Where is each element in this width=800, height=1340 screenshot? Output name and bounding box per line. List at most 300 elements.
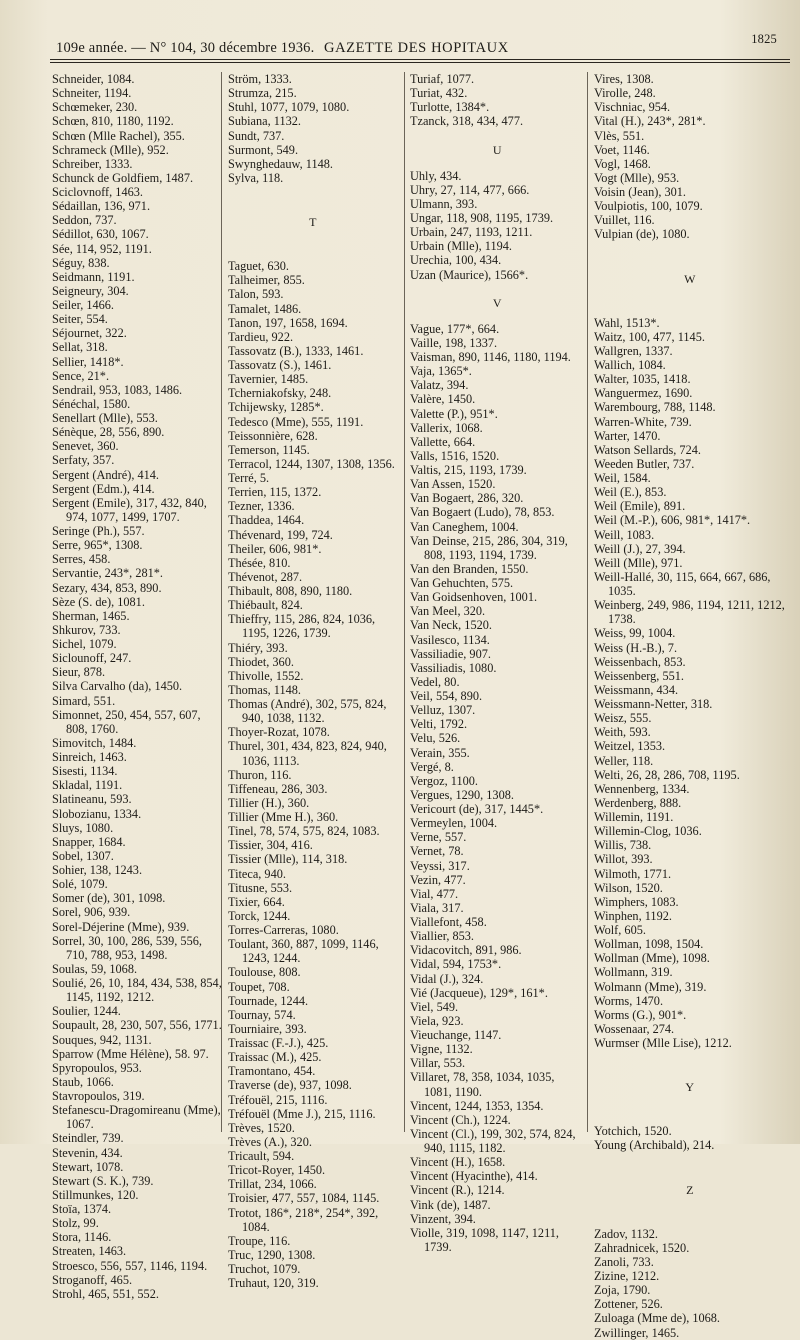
index-entry: Shkurov, 733. <box>52 622 121 637</box>
index-entry: Traissac (F.-J.), 425. <box>228 1036 329 1050</box>
index-entry: Sohier, 138, 1243. <box>52 863 143 877</box>
index-entry: Serres, 458. <box>52 552 111 567</box>
index-entry: Vidal, 594, 1753*. <box>410 957 502 972</box>
index-entry: Traverse (de), 937, 1098. <box>228 1078 352 1093</box>
index-entry: Talheimer, 855. <box>228 273 305 288</box>
index-entry: Tassovatz (S.), 1461. <box>228 358 332 372</box>
issue-info: 109e année. — N° 104, 30 décembre 1936. <box>56 40 315 56</box>
index-entry: Van Assen, 1520. <box>410 477 496 492</box>
index-entry: Trèves (A.), 320. <box>228 1134 312 1149</box>
index-entry: Surmont, 549. <box>228 142 299 157</box>
index-entry: Sergent (Emile), 317, 432, 840, 974, 1077, 1499, 1707. <box>52 495 207 524</box>
index-entry: Wahl, 1513*. <box>594 315 660 330</box>
index-entry: Vincent (Cl.), 199, 302, 574, 824, 940, 1115, 1182. <box>410 1126 576 1155</box>
index-entry: Theiler, 606, 981*. <box>228 541 322 556</box>
index-entry: Tournay, 574. <box>228 1007 296 1022</box>
index-entry: Verain, 355. <box>410 745 470 760</box>
index-entry: Vires, 1308. <box>594 72 654 86</box>
index-entry: Subiana, 1132. <box>228 114 301 129</box>
section-letter-y: Y <box>685 1080 695 1095</box>
index-entry: Seidmann, 1191. <box>52 269 135 284</box>
index-entry: Weith, 593. <box>594 725 651 740</box>
index-entry: Serfaty, 357. <box>52 453 115 468</box>
index-entry: Solé, 1079. <box>52 877 108 892</box>
index-entry: Zahradnicek, 1520. <box>594 1240 690 1255</box>
index-entry: Winphen, 1192. <box>594 908 672 923</box>
index-entry: Weissmann, 434. <box>594 682 679 697</box>
index-entry: Stroesco, 556, 557, 1146, 1194. <box>52 1258 208 1273</box>
index-column-1 <box>52 72 222 1301</box>
index-entry: Wossenaar, 274. <box>594 1021 675 1036</box>
index-entry: Schœmeker, 230. <box>52 100 138 115</box>
index-entry: Thésée, 810. <box>228 555 291 570</box>
index-entry: Tournade, 1244. <box>228 993 309 1008</box>
index-entry: Vallerix, 1068. <box>410 420 483 435</box>
index-entry: Virolle, 248. <box>594 86 656 101</box>
index-entry: Stevenin, 434. <box>52 1145 123 1160</box>
index-entry: Vigne, 1132. <box>410 1042 473 1057</box>
index-entry: Willis, 738. <box>594 838 652 853</box>
index-entry: Schneider, 1084. <box>52 72 135 86</box>
index-entry: Stolz, 99. <box>52 1216 99 1231</box>
index-entry: Vedel, 80. <box>410 674 460 689</box>
index-entry: Verne, 557. <box>410 830 467 845</box>
index-entry: Simonnet, 250, 454, 557, 607, 808, 1760. <box>52 707 201 736</box>
index-entry: Voet, 1146. <box>594 142 650 157</box>
index-entry: Weil (E.), 853. <box>594 485 667 500</box>
index-entry: Séguy, 838. <box>52 255 110 270</box>
index-entry: Wollman, 1098, 1504. <box>594 937 704 952</box>
index-entry: Werdenberg, 888. <box>594 795 682 810</box>
index-entry: Vincent, 1244, 1353, 1354. <box>410 1098 544 1113</box>
index-entry: Zuloaga (Mme de), 1068. <box>594 1311 721 1326</box>
index-entry: Vidacovitch, 891, 986. <box>410 943 522 958</box>
index-entry: Terrien, 115, 1372. <box>228 485 322 500</box>
index-entry: Thurel, 301, 434, 823, 824, 940, 1036, 1113. <box>228 739 387 768</box>
section-letter-w: W <box>684 271 696 286</box>
index-entry: Tissier (Mlle), 114, 318. <box>228 852 348 867</box>
index-entry: Weissenberg, 551. <box>594 668 684 683</box>
index-entry: Walter, 1035, 1418. <box>594 372 691 387</box>
index-entry: Weissmann-Netter, 318. <box>594 697 713 711</box>
index-entry: Soulié, 26, 10, 184, 434, 538, 854, 1145, 1192, 1212. <box>52 976 222 1005</box>
index-entry: Waitz, 100, 477, 1145. <box>594 329 705 344</box>
index-entry: Soupault, 28, 230, 507, 556, 1771. <box>52 1018 222 1033</box>
index-entry: Turiaf, 1077. <box>410 72 475 86</box>
index-entry: Van Gehuchten, 575. <box>410 576 514 590</box>
header-rule <box>50 59 790 60</box>
index-entry: Weill, 1083. <box>594 527 655 542</box>
index-entry: Van Bogaert (Ludo), 78, 853. <box>410 505 555 520</box>
index-entry: Sorel-Déjerine (Mme), 939. <box>52 919 190 934</box>
index-entry: Trillat, 234, 1066. <box>228 1177 317 1192</box>
index-entry: Tréfouël (Mme J.), 215, 1116. <box>228 1106 376 1121</box>
index-entry: Villaret, 78, 358, 1034, 1035, 1081, 1190. <box>410 1070 555 1099</box>
index-entry: Streaten, 1463. <box>52 1244 127 1259</box>
index-entry: Velti, 1792. <box>410 717 468 732</box>
index-entry: Warren-White, 739. <box>594 414 692 429</box>
index-entry: Thivolle, 1552. <box>228 668 304 683</box>
index-entry: Thomas, 1148. <box>228 682 301 697</box>
index-entry: Vulpian (de), 1080. <box>594 227 690 242</box>
index-entry: Valère, 1450. <box>410 392 476 407</box>
index-entry: Sée, 114, 952, 1191. <box>52 241 152 256</box>
index-entry: Toupet, 708. <box>228 979 290 994</box>
index-entry: Urbain, 247, 1193, 1211. <box>410 225 533 240</box>
index-entry: Weeden Butler, 737. <box>594 456 695 471</box>
index-entry: Willemin-Clog, 1036. <box>594 824 702 839</box>
index-entry: Tzanck, 318, 434, 477. <box>410 114 524 129</box>
index-entry: Vlès, 551. <box>594 128 645 143</box>
index-entry: Weissenbach, 853. <box>594 654 686 669</box>
index-entry: Vischniac, 954. <box>594 100 671 115</box>
index-entry: Steindler, 739. <box>52 1131 124 1146</box>
index-entry: Van Neck, 1520. <box>410 618 492 633</box>
index-entry: Weill (Mlle), 971. <box>594 555 683 570</box>
index-entry: Tillier (Mme H.), 360. <box>228 810 339 824</box>
index-entry: Vericourt (de), 317, 1445*. <box>410 802 544 816</box>
index-entry: Vincent (Ch.), 1224. <box>410 1112 511 1127</box>
index-entry: Sédillot, 630, 1067. <box>52 227 149 242</box>
index-entry: Torck, 1244. <box>228 908 291 923</box>
index-entry: Sellat, 318. <box>52 340 108 355</box>
index-entry: Worms, 1470. <box>594 993 664 1008</box>
index-entry: Thiébault, 824. <box>228 598 303 613</box>
index-entry: Van Deinse, 215, 286, 304, 319, 808, 1193, 1194, 1739. <box>410 533 568 562</box>
index-entry: Thibault, 808, 890, 1180. <box>228 584 353 598</box>
index-entry: Tchijewsky, 1285*. <box>228 400 324 415</box>
index-entry: Tricot-Royer, 1450. <box>228 1163 326 1178</box>
index-entry: Thomas (André), 302, 575, 824, 940, 1038, 1132. <box>228 697 387 726</box>
index-column-4 <box>594 72 786 1340</box>
index-entry: Urechia, 100, 434. <box>410 253 502 268</box>
journal-title: GAZETTE DES HOPITAUX <box>324 40 509 56</box>
index-entry: Thuron, 116. <box>228 767 292 782</box>
index-entry: Sciclovnoff, 1463. <box>52 185 143 199</box>
index-entry: Villar, 553. <box>410 1056 466 1071</box>
index-entry: Vague, 177*, 664. <box>410 321 500 336</box>
index-entry: Vergues, 1290, 1308. <box>410 787 514 802</box>
index-entry: Stroganoff, 465. <box>52 1272 133 1287</box>
index-entry: Tramontano, 454. <box>228 1064 316 1079</box>
index-entry: Thiéry, 393. <box>228 640 288 655</box>
index-entry: Weiss, 99, 1004. <box>594 626 676 641</box>
index-entry: Uhly, 434. <box>410 168 462 183</box>
index-entry: Servantie, 243*, 281*. <box>52 566 163 581</box>
index-entry: Troupe, 116. <box>228 1233 291 1248</box>
index-entry: Sundt, 737. <box>228 128 285 143</box>
index-entry: Senevet, 360. <box>52 439 119 454</box>
column-divider <box>587 72 588 1132</box>
index-entry: Soulas, 59, 1068. <box>52 961 138 976</box>
section-letter-v: V <box>492 295 503 310</box>
index-entry: Truchot, 1079. <box>228 1262 301 1276</box>
index-entry: Toulouse, 808. <box>228 965 301 980</box>
index-entry: Talon, 593. <box>228 287 284 302</box>
index-entry: Tiffeneau, 286, 303. <box>228 781 328 796</box>
index-entry: Uzan (Maurice), 1566*. <box>410 267 529 282</box>
index-entry: Wollman (Mme), 1098. <box>594 951 710 966</box>
index-entry: Sorrel, 30, 100, 286, 539, 556, 710, 788, 953, 1498. <box>52 933 202 962</box>
index-entry: Toulant, 360, 887, 1099, 1146, 1243, 1244. <box>228 937 379 966</box>
index-entry: Zwillinger, 1465. <box>594 1325 680 1340</box>
index-entry: Tezner, 1336. <box>228 499 295 514</box>
index-entry: Willemin, 1191. <box>594 810 674 824</box>
index-entry: Voulpiotis, 100, 1079. <box>594 199 703 214</box>
index-entry: Viel, 549. <box>410 999 459 1014</box>
index-entry: Wilson, 1520. <box>594 880 663 895</box>
index-entry: Weil (Emile), 891. <box>594 499 686 514</box>
index-entry: Urbain (Mlle), 1194. <box>410 239 512 254</box>
index-column-3 <box>410 72 585 1254</box>
index-entry: Séjournet, 322. <box>52 326 127 341</box>
index-entry: Zadov, 1132. <box>594 1226 658 1241</box>
index-entry: Seigneury, 304. <box>52 283 129 298</box>
index-entry: Zottener, 526. <box>594 1297 663 1312</box>
index-entry: Truc, 1290, 1308. <box>228 1247 316 1262</box>
index-entry: Sylva, 118. <box>228 170 284 185</box>
index-entry: Trotot, 186*, 218*, 254*, 392, 1084. <box>228 1205 379 1234</box>
index-entry: Vogl, 1468. <box>594 156 651 171</box>
index-entry: Vassiliadis, 1080. <box>410 660 497 675</box>
index-entry: Van Meel, 320. <box>410 604 486 619</box>
index-entry: Tourniaire, 393. <box>228 1021 307 1036</box>
index-entry: Tassovatz (B.), 1333, 1461. <box>228 343 364 358</box>
index-entry: Wolmann (Mme), 319. <box>594 979 707 994</box>
index-entry: Vieuchange, 1147. <box>410 1028 502 1042</box>
index-entry: Schneiter, 1194. <box>52 86 132 101</box>
section-letter-z: Z <box>686 1182 694 1197</box>
index-entry: Souques, 942, 1131. <box>52 1032 152 1047</box>
index-entry: Slatineanu, 593. <box>52 792 132 807</box>
index-entry: Terracol, 1244, 1307, 1308, 1356. <box>228 456 395 471</box>
index-entry: Serre, 965*, 1308. <box>52 538 143 553</box>
index-entry: Titusne, 553. <box>228 880 293 895</box>
index-entry: Wolf, 605. <box>594 923 646 937</box>
header-rule-thin <box>50 62 790 63</box>
index-entry: Weisz, 555. <box>594 711 652 726</box>
index-entry: Vassiliadie, 907. <box>410 646 491 661</box>
index-entry: Violle, 319, 1098, 1147, 1211, 1739. <box>410 1225 559 1254</box>
index-entry: Viela, 923. <box>410 1013 464 1028</box>
index-entry: Weitzel, 1353. <box>594 739 666 754</box>
index-entry: Thoyer-Rozat, 1078. <box>228 725 330 740</box>
index-entry: Spyropoulos, 953. <box>52 1060 142 1075</box>
index-entry: Veyssi, 317. <box>410 858 470 873</box>
index-entry: Wurmser (Mlle Lise), 1212. <box>594 1036 732 1050</box>
index-entry: Wallgren, 1337. <box>594 343 673 358</box>
index-entry: Seiter, 554. <box>52 312 108 327</box>
index-entry: Taguet, 630. <box>228 259 289 274</box>
index-entry: Torres-Carreras, 1080. <box>228 923 339 937</box>
index-entry: Van den Branden, 1550. <box>410 561 529 576</box>
index-entry: Weill (J.), 27, 394. <box>594 541 686 556</box>
index-entry: Silva Carvalho (da), 1450. <box>52 679 183 694</box>
index-entry: Skladal, 1191. <box>52 778 123 793</box>
index-entry: Sparrow (Mme Hélène), 58. 97. <box>52 1046 209 1061</box>
index-entry: Vaja, 1365*. <box>410 364 472 379</box>
index-entry: Vuillet, 116. <box>594 213 655 228</box>
index-entry: Van Caneghem, 1004. <box>410 519 519 534</box>
index-entry: Worms (G.), 901*. <box>594 1007 687 1022</box>
index-entry: Valatz, 394. <box>410 378 469 393</box>
index-entry: Vernet, 78. <box>410 844 464 859</box>
index-entry: Viallefont, 458. <box>410 915 487 929</box>
index-entry: Sieur, 878. <box>52 665 106 680</box>
index-entry: Wollmann, 319. <box>594 965 673 980</box>
index-entry: Sédaillan, 136, 971. <box>52 199 151 214</box>
index-entry: Turlotte, 1384*. <box>410 100 490 115</box>
index-entry: Schœn (Mlle Rachel), 355. <box>52 128 185 143</box>
index-entry: Valls, 1516, 1520. <box>410 448 500 463</box>
index-entry: Zanoli, 733. <box>594 1254 654 1269</box>
index-entry: Wanguermez, 1690. <box>594 386 693 401</box>
index-entry: Seddon, 737. <box>52 213 117 228</box>
index-entry: Schrameck (Mlle), 952. <box>52 142 169 157</box>
index-entry: Teissonnière, 628. <box>228 428 318 443</box>
index-entry: Thévenard, 199, 724. <box>228 527 333 542</box>
index-entry: Weiss (H.-B.), 7. <box>594 640 678 655</box>
index-entry: Staub, 1066. <box>52 1074 114 1089</box>
page-number: 1825 <box>751 32 777 46</box>
index-entry: Ungar, 118, 908, 1195, 1739. <box>410 211 554 225</box>
index-entry: Valtis, 215, 1193, 1739. <box>410 463 527 477</box>
index-entry: Zizine, 1212. <box>594 1269 660 1283</box>
index-entry: Tinel, 78, 574, 575, 824, 1083. <box>228 824 380 839</box>
index-entry: Sendrail, 953, 1083, 1486. <box>52 382 183 397</box>
index-entry: Sezary, 434, 853, 890. <box>52 580 162 595</box>
column-divider <box>404 72 405 1132</box>
index-entry: Vaille, 198, 1337. <box>410 335 498 350</box>
page-header <box>50 32 785 58</box>
index-entry: Tissier, 304, 416. <box>228 838 313 853</box>
index-entry: Sellier, 1418*. <box>52 354 124 369</box>
section-letter-t: T <box>309 215 317 229</box>
index-entry: Stefanescu-Dragomireanu (Mme), 1067. <box>52 1103 221 1132</box>
index-entry: Vital (H.), 243*, 281*. <box>594 114 706 129</box>
index-entry: Watson Sellards, 724. <box>594 442 701 457</box>
index-entry: Warembourg, 788, 1148. <box>594 400 716 415</box>
index-entry: Seiler, 1466. <box>52 298 115 312</box>
index-entry: Welti, 26, 28, 286, 708, 1195. <box>594 767 740 782</box>
index-entry: Somer (de), 301, 1098. <box>52 891 166 906</box>
index-entry: Tcherniakofsky, 248. <box>228 386 332 401</box>
index-entry: Vié (Jacqueue), 129*, 161*. <box>410 985 548 1000</box>
index-entry: Troisier, 477, 557, 1084, 1145. <box>228 1191 380 1206</box>
index-entry: Van Goidsenhoven, 1001. <box>410 590 538 605</box>
index-entry: Thieffry, 115, 286, 824, 1036, 1195, 1226, 1739. <box>228 612 376 641</box>
index-entry: Stillmunkes, 120. <box>52 1187 139 1202</box>
index-entry: Sèze (S. de), 1081. <box>52 594 145 609</box>
index-entry: Tillier (H.), 360. <box>228 795 310 810</box>
index-entry: Viala, 317. <box>410 900 464 915</box>
index-entry: Velluz, 1307. <box>410 703 476 718</box>
index-entry: Slobozianu, 1334. <box>52 806 142 821</box>
index-entry: Vaisman, 890, 1146, 1180, 1194. <box>410 350 571 364</box>
index-entry: Vermeylen, 1004. <box>410 816 498 831</box>
index-entry: Strohl, 465, 551, 552. <box>52 1286 159 1301</box>
index-entry: Senellart (Mlle), 553. <box>52 411 158 425</box>
index-entry: Tréfouël, 215, 1116. <box>228 1092 328 1107</box>
index-entry: Vasilesco, 1134. <box>410 632 490 647</box>
index-entry: Yotchich, 1520. <box>594 1124 672 1139</box>
index-entry: Tanon, 197, 1658, 1694. <box>228 315 348 330</box>
index-entry: Wimphers, 1083. <box>594 894 679 909</box>
index-entry: Weller, 118. <box>594 753 654 768</box>
index-entry: Sobel, 1307. <box>52 848 114 863</box>
index-column-2 <box>228 72 398 1290</box>
index-entry: Stewart, 1078. <box>52 1159 124 1174</box>
index-entry: Vinzent, 394. <box>410 1211 476 1226</box>
index-entry: Vogt (Mlle), 953. <box>594 170 680 185</box>
index-entry: Weill-Hallé, 30, 115, 664, 667, 686, 1035. <box>594 569 771 598</box>
index-entry: Temerson, 1145. <box>228 442 310 457</box>
index-entry: Weil, 1584. <box>594 471 651 485</box>
index-entry: Ström, 1333. <box>228 72 292 86</box>
index-entry: Vezin, 477. <box>410 872 466 887</box>
index-entry: Wilmoth, 1771. <box>594 866 672 881</box>
index-entry: Van Bogaert, 286, 320. <box>410 491 524 506</box>
index-entry: Veil, 554, 890. <box>410 689 483 703</box>
index-entry: Stora, 1146. <box>52 1230 112 1245</box>
index-entry: Sergent (André), 414. <box>52 467 160 482</box>
index-entry: Vergoz, 1100. <box>410 773 478 788</box>
index-entry: Weil (M.-P.), 606, 981*, 1417*. <box>594 513 751 528</box>
index-entry: Vergé, 8. <box>410 759 454 774</box>
index-entry: Stavropoulos, 319. <box>52 1089 145 1103</box>
index-entry: Schreiber, 1333. <box>52 156 133 171</box>
index-entry: Terré, 5. <box>228 471 270 485</box>
index-entry: Swynghedauw, 1148. <box>228 156 333 171</box>
index-entry: Viallier, 853. <box>410 929 474 944</box>
index-entry: Sénéchal, 1580. <box>52 396 131 411</box>
index-entry: Vallette, 664. <box>410 434 476 449</box>
index-entry: Sinreich, 1463. <box>52 750 127 764</box>
index-entry: Wennenberg, 1334. <box>594 781 690 796</box>
index-entry: Tavernier, 1485. <box>228 372 309 387</box>
index-entry: Titeca, 940. <box>228 866 286 881</box>
index-entry: Sence, 21*. <box>52 368 110 383</box>
index-entry: Schunck de Goldfiem, 1487. <box>52 170 194 185</box>
index-entry: Young (Archibald), 214. <box>594 1138 715 1153</box>
index-entry: Siclounoff, 247. <box>52 651 132 666</box>
index-entry: Vial, 477. <box>410 886 459 901</box>
index-entry: Simovitch, 1484. <box>52 735 137 750</box>
index-entry: Thaddea, 1464. <box>228 513 305 528</box>
index-entry: Thévenot, 287. <box>228 569 303 584</box>
index-entry: Snapper, 1684. <box>52 834 126 849</box>
index-entry: Velu, 526. <box>410 731 461 746</box>
index-entry: Weinberg, 249, 986, 1194, 1211, 1212, 1738. <box>594 598 785 627</box>
index-entry: Tardieu, 922. <box>228 329 294 344</box>
index-entry: Schœn, 810, 1180, 1192. <box>52 114 174 129</box>
index-entry: Truhaut, 120, 319. <box>228 1276 319 1291</box>
index-entry: Trèves, 1520. <box>228 1120 295 1135</box>
index-entry: Tricault, 594. <box>228 1149 295 1163</box>
index-entry: Valette (P.), 951*. <box>410 406 498 421</box>
index-entry: Sergent (Edm.), 414. <box>52 481 155 496</box>
index-entry: Voisin (Jean), 301. <box>594 185 686 199</box>
index-entry: Uhry, 27, 114, 477, 666. <box>410 182 530 197</box>
index-entry: Seringe (Ph.), 557. <box>52 524 145 538</box>
index-entry: Vincent (R.), 1214. <box>410 1183 505 1198</box>
index-entry: Traissac (M.), 425. <box>228 1050 322 1065</box>
index-entry: Simard, 551. <box>52 693 116 708</box>
index-entry: Sichel, 1079. <box>52 637 117 651</box>
index-entry: Sorel, 906, 939. <box>52 905 131 920</box>
index-entry: Stewart (S. K.), 739. <box>52 1173 154 1188</box>
index-entry: Sluys, 1080. <box>52 820 114 835</box>
